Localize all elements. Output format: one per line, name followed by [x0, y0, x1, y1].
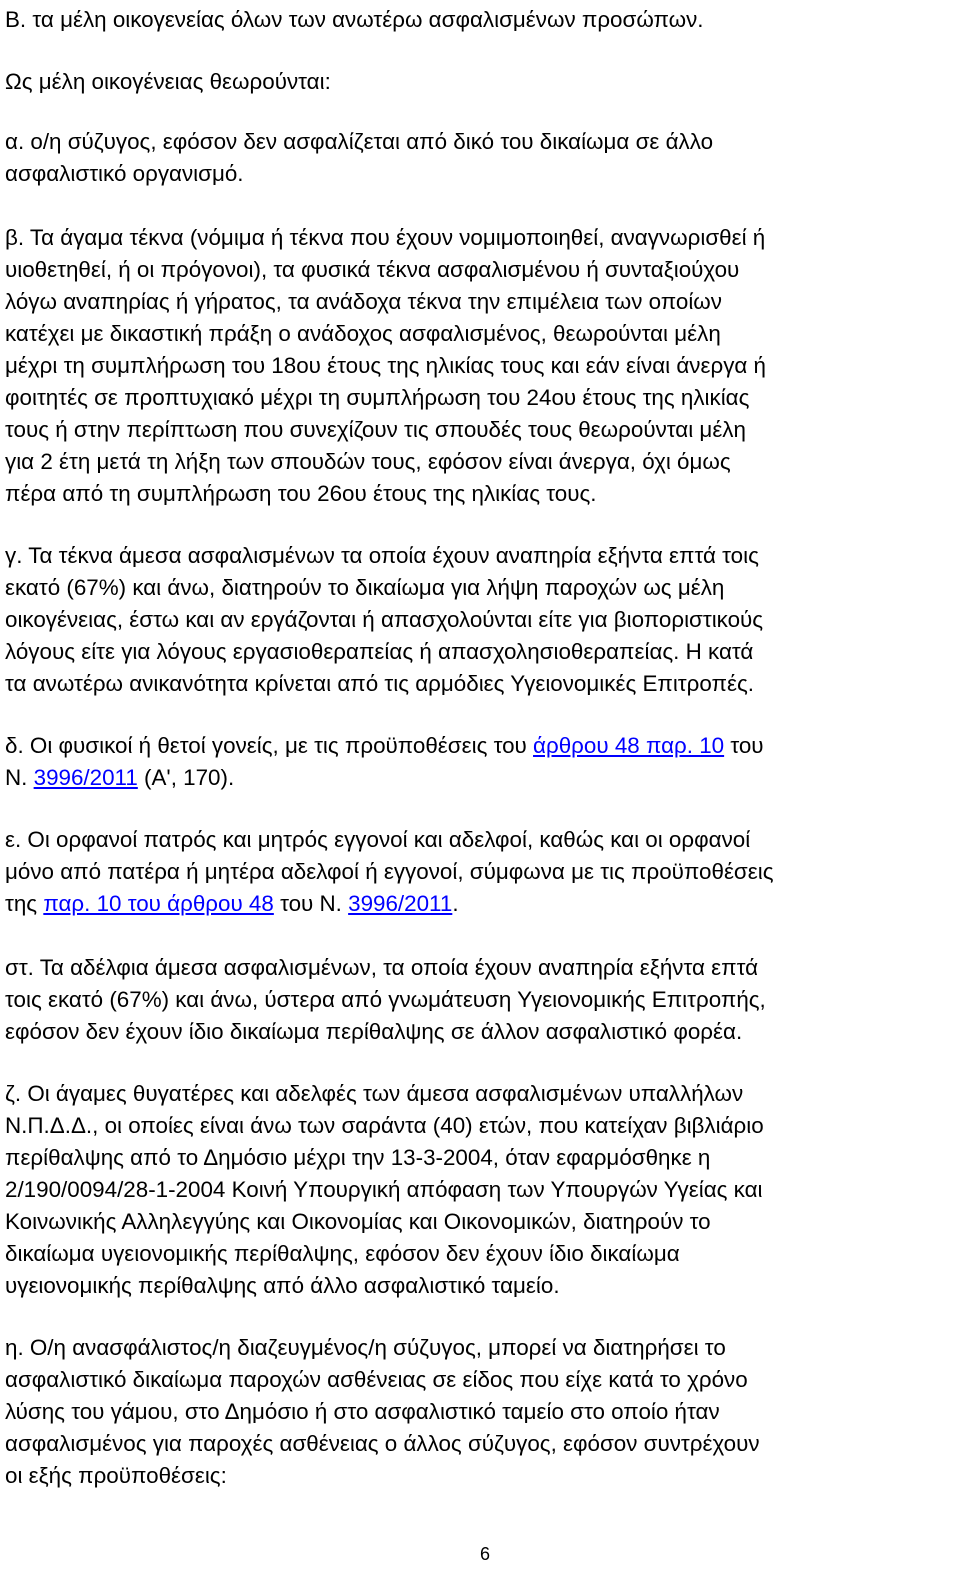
item-d-text: Ν.: [5, 765, 34, 790]
item-b-line: β. Τα άγαμα τέκνα (νόμιμα ή τέκνα που έχουν νομιμοποιηθεί, αναγνωρισθεί ή: [5, 225, 766, 250]
item-d-line: [5, 730, 764, 762]
item-e-line: μόνο από πατέρα ή μητέρα αδελφοί ή εγγονοί, σύμφωνα με τις προϋποθέσεις: [5, 859, 774, 884]
item-c-line: τα ανωτέρω ανικανότητα κρίνεται από τις αρμόδιες Υγειονομικές Επιτροπές.: [5, 671, 754, 696]
item-b-line: κατέχει με δικαστική πράξη ο ανάδοχος ασφαλισμένος, θεωρούνται μέλη: [5, 321, 721, 346]
item-st-line: στ. Τα αδέλφια άμεσα ασφαλισμένων, τα οποία έχουν αναπηρία εξήντα επτά: [5, 955, 759, 980]
par-10-article-48-link[interactable]: παρ. 10 του άρθρου 48: [43, 891, 274, 916]
item-st-line: εφόσον δεν έχουν ίδιο δικαίωμα περίθαλψης σε άλλον ασφαλιστικό φορέα.: [5, 1019, 743, 1044]
item-e-line: ε. Οι ορφανοί πατρός και μητρός εγγονοί και αδελφοί, καθώς και οι ορφανοί: [5, 827, 751, 852]
family-members-intro: Ως μέλη οικογένειας θεωρούνται:: [5, 69, 331, 94]
item-b-line: για 2 έτη μετά τη λήξη των σπουδών τους, εφόσον είναι άνεργα, όχι όμως: [5, 449, 731, 474]
item-st-line: τοις εκατό (67%) και άνω, ύστερα από γνωμάτευση Υγειονομικής Επιτροπής,: [5, 987, 766, 1012]
item-a-line: α. ο/η σύζυγος, εφόσον δεν ασφαλίζεται από δικό του δικαίωμα σε άλλο: [5, 129, 714, 154]
item-a-line: ασφαλιστικό οργανισμό.: [5, 161, 244, 186]
item-z-line: ζ. Οι άγαμες θυγατέρες και αδελφές των άμεσα ασφαλισμένων υπαλλήλων: [5, 1081, 744, 1106]
item-i-line: η. Ο/η ανασφάλιστος/η διαζευγμένος/η σύζυγος, μπορεί να διατηρήσει το: [5, 1335, 726, 1360]
item-d-text: του: [724, 733, 764, 758]
item-c-line: γ. Τα τέκνα άμεσα ασφαλισμένων τα οποία έχουν αναπηρία εξήντα επτά τοις: [5, 543, 759, 568]
item-z-line: Ν.Π.Δ.Δ., οι οποίες είναι άνω των σαράντα (40) ετών, που κατείχαν βιβλιάριο: [5, 1113, 764, 1138]
item-d-line: [5, 762, 234, 794]
law-3996-2011-link[interactable]: 3996/2011: [348, 891, 453, 916]
item-c-line: εκατό (67%) και άνω, διατηρούν το δικαίωμα για λήψη παροχών ως μέλη: [5, 575, 725, 600]
item-b-line: πέρα από τη συμπλήρωση του 26ου έτους της ηλικίας τους.: [5, 481, 597, 506]
item-e-line: [5, 888, 459, 920]
article-48-link[interactable]: άρθρου 48 παρ. 10: [533, 733, 725, 758]
item-d-text: δ. Οι φυσικοί ή θετοί γονείς, με τις προϋποθέσεις του: [5, 733, 534, 758]
item-e-text: του Ν.: [273, 891, 349, 916]
section-b-heading: Β. τα μέλη οικογενείας όλων των ανωτέρω ασφαλισμένων προσώπων.: [5, 7, 704, 32]
item-c-line: λόγους είτε για λόγους εργασιοθεραπείας ή απασχολησιοθεραπείας. Η κατά: [5, 639, 754, 664]
item-i-line: ασφαλισμένος για παροχές ασθένειας ο άλλος σύζυγος, εφόσον συντρέχουν: [5, 1431, 760, 1456]
item-e-text: .: [452, 891, 459, 916]
item-b-line: φοιτητές σε προπτυχιακό μέχρι τη συμπλήρωση του 24ου έτους της ηλικίας: [5, 385, 750, 410]
item-z-line: Κοινωνικής Αλληλεγγύης και Οικονομίας και Οικονομικών, διατηρούν το: [5, 1209, 711, 1234]
item-i-line: ασφαλιστικό δικαίωμα παροχών ασθένειας σε είδος που είχε κατά το χρόνο: [5, 1367, 748, 1392]
item-i-line: οι εξής προϋποθέσεις:: [5, 1463, 227, 1488]
item-b-line: τους ή στην περίπτωση που συνεχίζουν τις σπουδές τους θεωρούνται μέλη: [5, 417, 746, 442]
item-z-line: υγειονομικής περίθαλψης από άλλο ασφαλιστικό ταμείο.: [5, 1273, 560, 1298]
law-3996-2011-link[interactable]: 3996/2011: [33, 765, 138, 790]
item-i-line: λύσης του γάμου, στο Δημόσιο ή στο ασφαλιστικό ταμείο στο οποίο ήταν: [5, 1399, 720, 1424]
item-b-line: υιοθετηθεί, ή οι πρόγονοι), τα φυσικά τέκνα ασφαλισμένου ή συνταξιούχου: [5, 257, 740, 282]
page-number: 6: [479, 1544, 490, 1564]
item-d-text: (Α', 170).: [137, 765, 235, 790]
item-e-text: της: [5, 891, 44, 916]
item-z-line: περίθαλψης από το Δημόσιο μέχρι την 13-3-2004, όταν εφαρμόσθηκε η: [5, 1145, 711, 1170]
item-z-line: 2/190/0094/28-1-2004 Κοινή Υπουργική απόφαση των Υπουργών Υγείας και: [5, 1177, 763, 1202]
item-c-line: οικογένειας, έστω και αν εργάζονται ή απασχολούνται είτε για βιοποριστικούς: [5, 607, 764, 632]
item-z-line: δικαίωμα υγειονομικής περίθαλψης, εφόσον δεν έχουν ίδιο δικαίωμα: [5, 1241, 680, 1266]
item-b-line: λόγω αναπηρίας ή γήρατος, τα ανάδοχα τέκνα την επιμέλεια των οποίων: [5, 289, 722, 314]
item-b-line: μέχρι τη συμπλήρωση του 18ου έτους της ηλικίας τους και εάν είναι άνεργα ή: [5, 353, 767, 378]
